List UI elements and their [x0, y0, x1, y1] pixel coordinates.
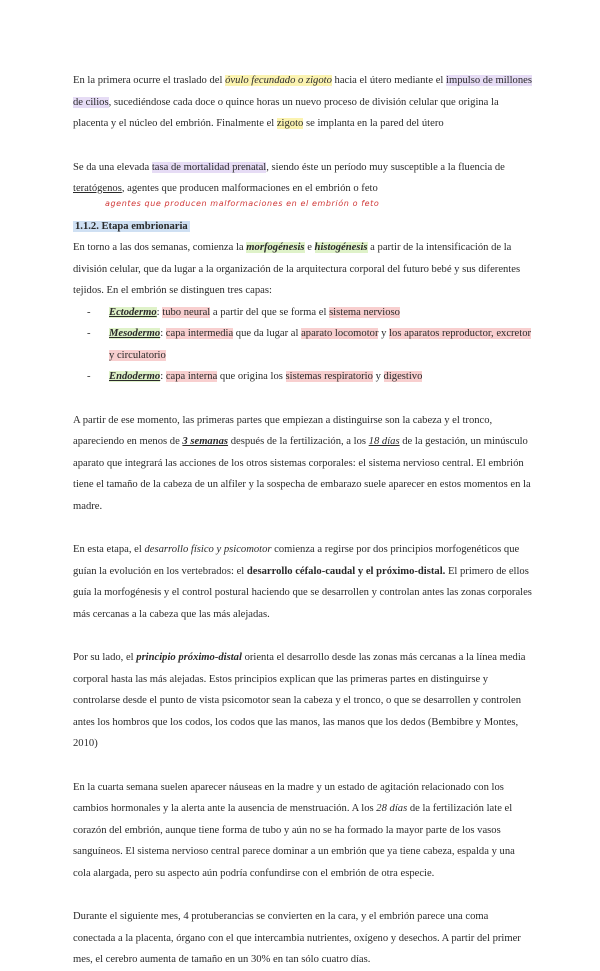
text: , agentes que producen malformaciones en el embrión o feto	[121, 183, 378, 194]
teratogenos-term: teratógenos	[73, 183, 122, 194]
layer-name: Mesodermo	[109, 328, 161, 339]
highlight: capa intermedia	[165, 328, 234, 339]
text: que origina los	[217, 371, 286, 382]
list-item-ectodermo	[87, 302, 533, 324]
text: :	[160, 328, 166, 339]
paragraph-proximo-distal	[73, 647, 533, 755]
highlight: aparato locomotor	[301, 328, 379, 339]
text: de la gestación, un minúsculo aparato que integrará las acciones de los otros sistemas corporales: el sistema nervioso central. El embrión tiene el tamaño de la cabeza de un alfiler y la sospecha de embarazo suele aparecer en estos momentos en la madre.	[73, 436, 531, 512]
text: se implanta en la pared del útero	[303, 118, 444, 129]
text: y	[378, 328, 390, 339]
highlight-impulso-cilios: impulso de millones de cilios	[73, 75, 532, 108]
list-item-mesodermo	[87, 323, 533, 366]
layer-name: Ectodermo	[109, 306, 157, 318]
highlight-ovulo-fecundado: óvulo fecundado o zigoto	[225, 75, 332, 86]
text: a partir del que se forma el	[210, 306, 330, 318]
text: Por su lado, el	[73, 652, 137, 663]
emphasis-18-dias: 18 días	[368, 436, 400, 447]
emphasis-cefalo-caudal: desarrollo céfalo-caudal y el próximo-distal.	[246, 565, 446, 577]
text: hacia el útero mediante el	[331, 75, 447, 86]
emphasis-3-semanas: 3 semanas	[182, 436, 229, 447]
text: :	[160, 371, 166, 382]
text: que da lugar al	[233, 328, 302, 339]
text: :	[156, 306, 163, 318]
text: a partir de la intensificación de la división celular, que da lugar a la organización de la arquitectura corporal del futuro bebé y sus diferentes tejidos. En el embrión se distinguen tres capas:	[73, 242, 521, 296]
highlight: digestivo	[383, 371, 423, 382]
highlight: capa interna	[165, 371, 218, 382]
paragraph-traslado	[73, 70, 533, 135]
highlight-morfogenesis: morfogénesis	[246, 242, 305, 253]
text: de la fertilización late el corazón del embrión, aunque tiene forma de tubo y aún no se ha formado la mayor parte de los vasos sanguíneos. El sistema nervioso central parece dominar a un embrión que ya tiene cabeza, espalda y una cola alargada, pero su aspecto aún podría confundirse con el embrión de otra especie.	[73, 803, 515, 879]
section-heading: 1.1.2. Etapa embrionaria	[75, 220, 188, 232]
highlight: tubo neural	[162, 306, 211, 318]
paragraph-intro-embrionaria	[73, 237, 533, 302]
text: orienta el desarrollo desde las zonas más cercanas a la línea media corporal hasta las más alejadas. Estos principios explican que las primeras partes en distinguirse y controlarse desde el punto de vista psicomotor sean la cabeza y el tronco, o que se desarrollen y controlen antes los hombros que los codos, los codos que las manos, las manos que los dedos (Bembibre y Montes, 2010)	[73, 652, 526, 749]
list-item-endodermo	[87, 366, 533, 388]
paragraph-siguiente-mes: Durante el siguiente mes, 4 protuberancias se convierten en la cara, y el embrión parece una coma conectada a la placenta, órgano con el que intercambia nutrientes, oxígeno y desechos. A partir del primer mes, el cerebro aumenta de tamaño en un 30% en tan sólo cuatro días.	[73, 911, 521, 965]
handwritten-annotation: agentes que producen malformaciones en el embrión o feto	[105, 198, 380, 208]
text: En la cuarta semana suelen aparecer náuseas en la madre y un estado de agitación relacionado con los cambios hormonales y la alerta ante la ausencia de menstruación. A los	[73, 781, 504, 814]
document-page	[73, 70, 533, 971]
highlight-tasa-mortalidad: tasa de mortalidad prenatal	[151, 161, 267, 173]
paragraph-cuarta-semana	[73, 777, 533, 885]
germ-layers-list	[73, 302, 533, 388]
highlight: sistema nervioso	[329, 306, 400, 318]
highlight-histogenesis: histogénesis	[314, 242, 368, 253]
text: Se da una elevada	[73, 161, 152, 173]
paragraph-desarrollo-fisico	[73, 539, 533, 625]
text: El primero de ellos guía la morfogénesis y el control postural haciendo que se desarrollen y controlan antes las zonas corporales más cercanas a la cabeza que las más alejadas.	[73, 565, 532, 620]
text: comienza a regirse por dos principios morfogenéticos que guían la evolución en los vertebrados: el	[73, 544, 520, 577]
highlight: sistemas respiratorio	[285, 371, 373, 382]
text: En esta etapa, el	[73, 544, 145, 555]
text: , sucediéndose cada doce o quince horas un nuevo proceso de división celular que origina la placenta y el núcleo del embrión. Finalmente el	[73, 96, 499, 129]
text: y	[372, 371, 384, 382]
text: , siendo éste un período muy susceptible a la fluencia de	[266, 161, 505, 173]
paragraph-primeras-partes	[73, 410, 533, 518]
text: e	[304, 242, 315, 253]
layer-name: Endodermo	[109, 371, 161, 382]
text: A partir de ese momento, las primeras partes que empiezan a distinguirse son la cabeza y el tronco, apareciendo en menos de	[73, 414, 493, 447]
text: después de la fertilización, a los	[228, 436, 369, 447]
emphasis-28-dias: 28 días	[376, 803, 408, 814]
text: En torno a las dos semanas, comienza la	[73, 242, 247, 253]
highlight-zigoto: zigoto	[276, 118, 304, 129]
highlight: los aparatos reproductor, excretor y circulatorio	[109, 328, 532, 361]
emphasis-desarrollo-fisico: desarrollo físico y psicomotor	[144, 544, 272, 555]
text: En la primera ocurre el traslado del	[73, 75, 226, 86]
emphasis-principio-proximo-distal: principio próximo-distal	[136, 652, 242, 663]
paragraph-mortalidad	[73, 157, 533, 200]
